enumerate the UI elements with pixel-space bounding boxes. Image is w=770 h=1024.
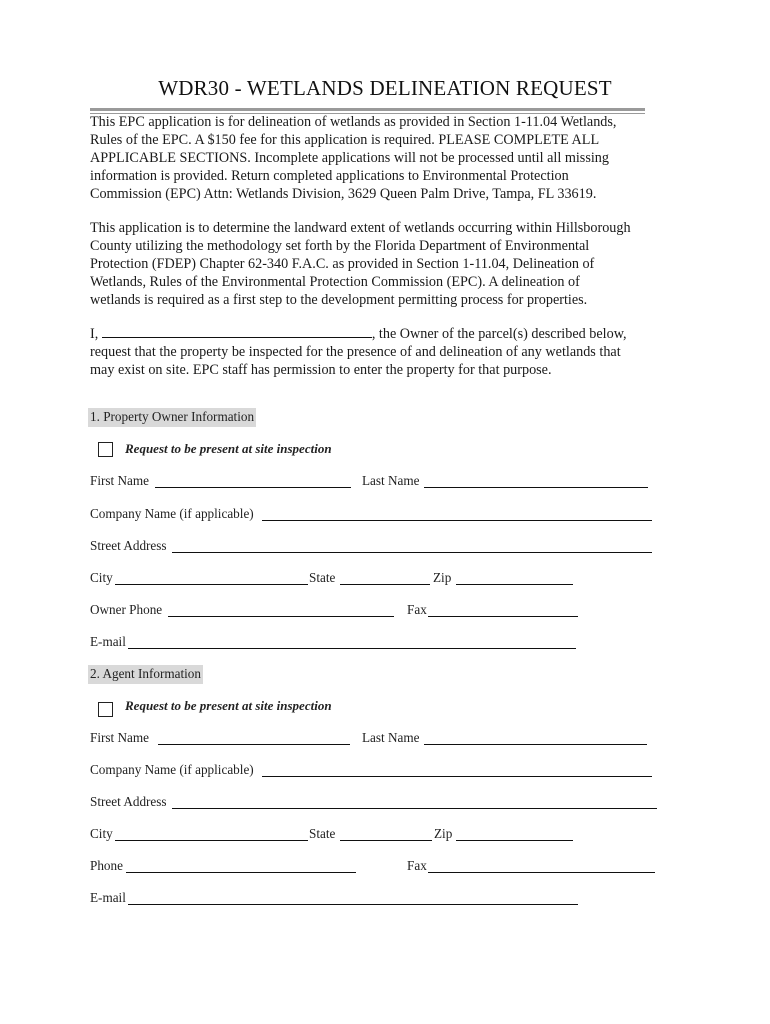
purpose-line: wetlands is required as a first step to the development permitting process for properties. xyxy=(90,292,588,308)
owner-city-field[interactable] xyxy=(115,584,308,585)
consent-line: request that the property be inspected for the presence of and delineation of any wetlands that xyxy=(90,344,621,360)
agent-phone-label: Phone xyxy=(90,858,123,873)
agent-email-field[interactable] xyxy=(128,904,578,905)
agent-city-field[interactable] xyxy=(115,840,308,841)
owner-fax-field[interactable] xyxy=(428,616,578,617)
owner-zip-field[interactable] xyxy=(456,584,573,585)
consent-paragraph xyxy=(90,325,685,379)
agent-first-name-label: First Name xyxy=(90,730,149,745)
owner-city-label: City xyxy=(90,570,113,585)
owner-street-label: Street Address xyxy=(90,538,167,553)
owner-first-name-label: First Name xyxy=(90,473,149,488)
owner-last-name-field[interactable] xyxy=(424,487,648,488)
owner-first-name-field[interactable] xyxy=(155,487,351,488)
purpose-line: Wetlands, Rules of the Environmental Protection Commission (EPC). A delineation of xyxy=(90,274,580,290)
consent-line: may exist on site. EPC staff has permission to enter the property for that purpose. xyxy=(90,362,552,378)
owner-email-label: E-mail xyxy=(90,634,126,649)
owner-company-field[interactable] xyxy=(262,520,652,521)
owner-present-label: Request to be present at site inspection xyxy=(125,441,332,456)
agent-company-label: Company Name (if applicable) xyxy=(90,762,254,777)
purpose-paragraph xyxy=(90,219,685,309)
agent-last-name-field[interactable] xyxy=(424,744,647,745)
page-title: WDR30 - WETLANDS DELINEATION REQUEST xyxy=(158,76,612,100)
owner-phone-field[interactable] xyxy=(168,616,394,617)
agent-phone-field[interactable] xyxy=(126,872,356,873)
consent-prefix: I, xyxy=(90,326,102,342)
agent-zip-field[interactable] xyxy=(456,840,573,841)
intro-line: This EPC application is for delineation of wetlands as provided in Section 1-11.04 Wetlands, xyxy=(90,114,617,130)
owner-email-field[interactable] xyxy=(128,648,576,649)
agent-email-label: E-mail xyxy=(90,890,126,905)
purpose-line: Protection (FDEP) Chapter 62-340 F.A.C. as provided in Section 1-11.04, Delineation of xyxy=(90,256,595,272)
owner-state-field[interactable] xyxy=(340,584,430,585)
owner-phone-label: Owner Phone xyxy=(90,602,163,617)
intro-line: information is provided. Return completed applications to Environmental Protection xyxy=(90,168,569,184)
agent-zip-label: Zip xyxy=(434,826,453,841)
owner-zip-label: Zip xyxy=(433,570,452,585)
intro-line: APPLICABLE SECTIONS. Incomplete applications will not be processed until all missing xyxy=(90,150,609,166)
intro-paragraph xyxy=(90,113,685,203)
agent-first-name-field[interactable] xyxy=(158,744,350,745)
agent-street-label: Street Address xyxy=(90,794,167,809)
agent-section-heading: 2. Agent Information xyxy=(88,665,203,684)
agent-present-label: Request to be present at site inspection xyxy=(125,698,332,713)
owner-present-checkbox[interactable] xyxy=(98,442,113,457)
agent-state-field[interactable] xyxy=(340,840,432,841)
agent-city-label: City xyxy=(90,826,113,841)
agent-fax-field[interactable] xyxy=(428,872,655,873)
owner-street-field[interactable] xyxy=(172,552,652,553)
title-divider xyxy=(90,108,645,111)
purpose-line: County utilizing the methodology set forth by the Florida Department of Environmental xyxy=(90,238,590,254)
owner-fax-label: Fax xyxy=(407,602,427,617)
purpose-line: This application is to determine the landward extent of wetlands occurring within Hillsborough xyxy=(90,220,631,236)
owner-company-label: Company Name (if applicable) xyxy=(90,506,254,521)
agent-last-name-label: Last Name xyxy=(362,730,420,745)
owner-section-heading: 1. Property Owner Information xyxy=(88,408,256,427)
intro-line: Rules of the EPC. A $150 fee for this application is required. PLEASE COMPLETE ALL xyxy=(90,132,600,148)
agent-state-label: State xyxy=(309,826,336,841)
agent-street-field[interactable] xyxy=(172,808,657,809)
owner-state-label: State xyxy=(309,570,336,585)
intro-line: Commission (EPC) Attn: Wetlands Division, 3629 Queen Palm Drive, Tampa, FL 33619. xyxy=(90,186,597,202)
owner-last-name-label: Last Name xyxy=(362,473,420,488)
agent-present-checkbox[interactable] xyxy=(98,702,113,717)
owner-name-field[interactable] xyxy=(102,325,372,338)
consent-suffix: , the Owner of the parcel(s) described below, xyxy=(371,326,627,342)
agent-fax-label: Fax xyxy=(407,858,427,873)
agent-company-field[interactable] xyxy=(262,776,652,777)
